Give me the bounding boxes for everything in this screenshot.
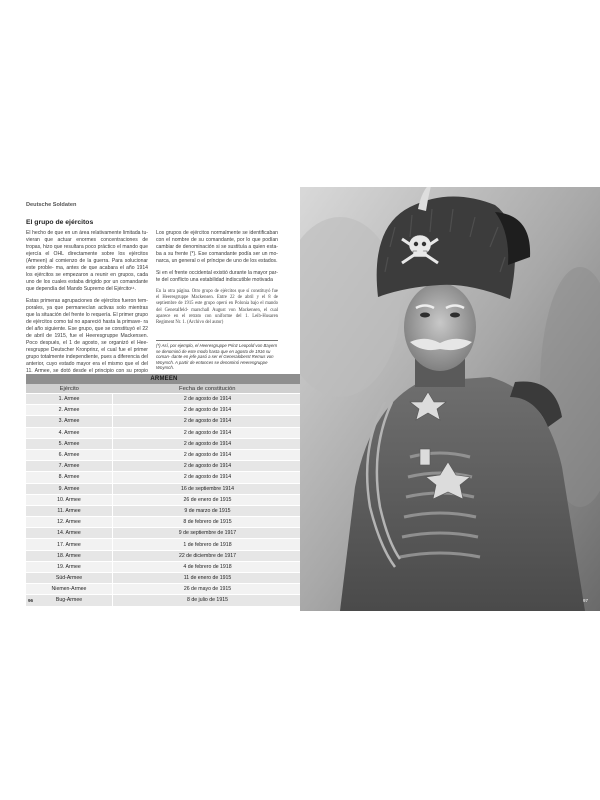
table-row xyxy=(26,561,302,572)
table-row xyxy=(26,539,302,550)
section-label: Deutsche Soldaten xyxy=(26,202,77,208)
army-cell: 17. Armee xyxy=(26,539,113,550)
paragraph: Estas primeras agrupaciones de ejércitos fueron tem- porales, ya que permanecían activas solo mientras que la situación del frente lo requería. El primer grupo de ejércitos como tal no apareció hasta la primave- ra del año siguiente. Ese grupo, que se constituyó el 22 de abril de 1915, fue el Heeresgruppe Mackensen. Poco después, el 1 de agosto, se organizó el Hee- resgruppe Deutscher Kronprinz, el cual fue el primer grupo totalmente independiente, pues a diferencia del anterior, cuyo estado mayor era el mismo que el del 11. Armee, se dotó desde el principio con su propio xyxy=(26,298,148,374)
army-cell: 19. Armee xyxy=(26,561,113,572)
date-cell: 26 de enero de 1915 xyxy=(113,494,303,505)
army-cell: 11. Armee xyxy=(26,505,113,516)
army-cell: 5. Armee xyxy=(26,438,113,449)
portrait-photo xyxy=(300,187,600,611)
table-row xyxy=(26,416,302,427)
army-cell: 2. Armee xyxy=(26,405,113,416)
date-cell: 2 de agosto de 1914 xyxy=(113,472,303,483)
date-cell: 2 de agosto de 1914 xyxy=(113,449,303,460)
column-header-ejercito: Ejército xyxy=(26,384,113,394)
table-row xyxy=(26,584,302,595)
table-row xyxy=(26,449,302,460)
paragraph: Los grupos de ejércitos normalmente se identificaban con el nombre de su comandante, por lo que podían cambiar de denominación si se sustituía a quien esta- ba a su frente (*). Ese comandante podía ser un mo- narca, un general o el príncipe de uno de los estados. xyxy=(156,230,278,264)
army-cell: 8. Armee xyxy=(26,472,113,483)
date-cell: 9 de marzo de 1915 xyxy=(113,505,303,516)
army-cell: 7. Armee xyxy=(26,461,113,472)
page-number-left: 96 xyxy=(28,598,34,603)
army-cell: 14. Armee xyxy=(26,528,113,539)
army-cell: 9. Armee xyxy=(26,483,113,494)
photo-caption: En la otra página. Otro grupo de ejércitos que sí constituyó fue el Heeresgruppe Mackensen. Entre 22 de abril y el 8 de septiembre de 1915 este grupo operó en Polonia bajo el mando del Generalfeld- marschall August von Mackensen, el cual aparece en el retrato con uniforme del 1. Leib-Husaren Regiment Nr. 1. (Archivo del autor) xyxy=(156,289,278,326)
body-column-1 xyxy=(26,230,148,387)
date-cell: 2 de agosto de 1914 xyxy=(113,405,303,416)
date-cell: 8 de febrero de 1915 xyxy=(113,517,303,528)
table-row xyxy=(26,573,302,584)
army-cell: Süd-Armee xyxy=(26,573,113,584)
date-cell: 11 de enero de 1915 xyxy=(113,573,303,584)
table-row xyxy=(26,528,302,539)
army-cell: 1. Armee xyxy=(26,394,113,405)
army-cell: 6. Armee xyxy=(26,449,113,460)
date-cell: 2 de agosto de 1914 xyxy=(113,461,303,472)
table-row xyxy=(26,595,302,606)
table-row xyxy=(26,472,302,483)
date-cell: 2 de agosto de 1914 xyxy=(113,394,303,405)
column-header-fecha: Fecha de constitución xyxy=(113,384,303,394)
date-cell: 4 de febrero de 1918 xyxy=(113,561,303,572)
date-cell: 1 de febrero de 1918 xyxy=(113,539,303,550)
date-cell: 2 de agosto de 1914 xyxy=(113,427,303,438)
army-cell: 18. Armee xyxy=(26,550,113,561)
armeen-table xyxy=(26,374,302,606)
table-title: ARMEEN xyxy=(26,374,302,384)
portrait-illustration xyxy=(300,187,600,611)
section-heading: El grupo de ejércitos xyxy=(26,219,94,226)
footnote-divider xyxy=(156,340,278,341)
army-cell: 3. Armee xyxy=(26,416,113,427)
army-cell: 10. Armee xyxy=(26,494,113,505)
table-row xyxy=(26,550,302,561)
army-cell: Bug-Armee xyxy=(26,595,113,606)
table-row xyxy=(26,505,302,516)
paragraph: El hecho de que en un área relativamente limitada tu- vieran que actuar enormes concentraciones de tropas, hizo que resultara poco práctico el mando que ejercía el OHL directamente sobre los ejércitos (Armeen) al comienzo de la guerra. Para solucionar este proble- ma, antes de que acabara el año 1914 los ejércitos se empezaron a reunir en grupos, cada uno de los cuales estaba dirigido por un comandante que dependía del Mando Supremo del Ejército¹¹. xyxy=(26,230,148,292)
date-cell: 8 de julio de 1915 xyxy=(113,595,303,606)
date-cell: 9 de septiembre de 1917 xyxy=(113,528,303,539)
army-cell: 12. Armee xyxy=(26,517,113,528)
date-cell: 22 de diciembre de 1917 xyxy=(113,550,303,561)
table-row xyxy=(26,494,302,505)
table-row xyxy=(26,394,302,405)
army-cell: Niemen-Armee xyxy=(26,584,113,595)
paragraph: Si en el frente occidental existió durante la mayor par- te del conflicto una estabilidad indiscutible motivada xyxy=(156,270,278,283)
table-row xyxy=(26,438,302,449)
table-row xyxy=(26,483,302,494)
date-cell: 26 de mayo de 1915 xyxy=(113,584,303,595)
table-row xyxy=(26,427,302,438)
date-cell: 16 de septiembre 1914 xyxy=(113,483,303,494)
table-row xyxy=(26,517,302,528)
date-cell: 2 de agosto de 1914 xyxy=(113,416,303,427)
footnote: (*) Así, por ejemplo, el Heeresgruppe Prinz Leopold von Bayern se denominó de este modo hasta que en agosto de 1916 su coman- dante en jefe pasó a ser el Generaloberst Remus von Woyrsch. A partir de entonces se denominó Heeresgruppe Woyrsch. xyxy=(156,343,278,371)
army-cell: 4. Armee xyxy=(26,427,113,438)
date-cell: 2 de agosto de 1914 xyxy=(113,438,303,449)
table-row xyxy=(26,461,302,472)
page-number-right: 97 xyxy=(583,598,589,603)
body-column-2 xyxy=(156,230,278,331)
table-row xyxy=(26,405,302,416)
